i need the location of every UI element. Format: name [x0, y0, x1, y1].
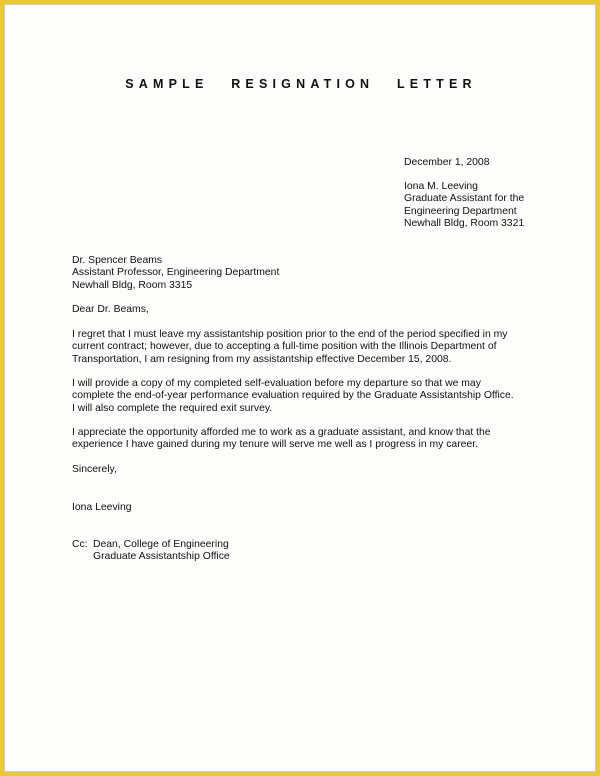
signature-name: Iona Leeving: [72, 502, 132, 513]
sender-title: Graduate Assistant for the: [404, 193, 525, 205]
paragraph-2: [72, 378, 514, 415]
paragraph-line: current contract; however, due to accepting a full-time position with the Illinois Department of: [72, 341, 497, 353]
recipient-room: Newhall Bldg, Room 3315: [72, 279, 193, 291]
sender-address: [404, 181, 524, 231]
letter-title: SAMPLE RESIGNATION LETTER: [125, 77, 477, 91]
paragraph-line: Transportation, I am resigning from my assistantship effective December 15, 2008.: [72, 353, 452, 365]
cc-label: Cc:: [72, 539, 88, 550]
paragraph-line: I appreciate the opportunity afforded me to work as a graduate assistant, and know that the: [72, 427, 491, 438]
paragraph-line: I will also complete the required exit survey.: [72, 402, 273, 414]
recipient-title: Assistant Professor, Engineering Department: [72, 267, 280, 279]
paragraph-line: complete the end-of-year performance evaluation required by the Graduate Assistantship Office.: [72, 390, 514, 402]
letter-page: [4, 4, 596, 772]
salutation: Dear Dr. Beams,: [72, 304, 149, 315]
closing: Sincerely,: [72, 464, 117, 475]
recipient-address: [72, 255, 279, 292]
cc-list: [93, 539, 230, 564]
letter-date: December 1, 2008: [404, 157, 490, 168]
cc-recipient: Graduate Assistantship Office: [93, 551, 230, 563]
paragraph-line: I will provide a copy of my completed self-evaluation before my departure so that we may: [72, 378, 481, 389]
cc-recipient: Dean, College of Engineering: [93, 539, 229, 550]
paragraph-1: [72, 329, 507, 366]
sender-room: Newhall Bldg, Room 3321: [404, 218, 525, 230]
paragraph-3: [72, 427, 491, 452]
paragraph-line: I regret that I must leave my assistantship position prior to the end of the period specified in my: [72, 329, 508, 340]
sender-department: Engineering Department: [404, 205, 517, 217]
recipient-name: Dr. Spencer Beams: [72, 255, 163, 266]
paragraph-line: experience I have gained during my tenure will serve me well as I progress in my career.: [72, 439, 479, 451]
sender-name: Iona M. Leeving: [404, 181, 478, 192]
